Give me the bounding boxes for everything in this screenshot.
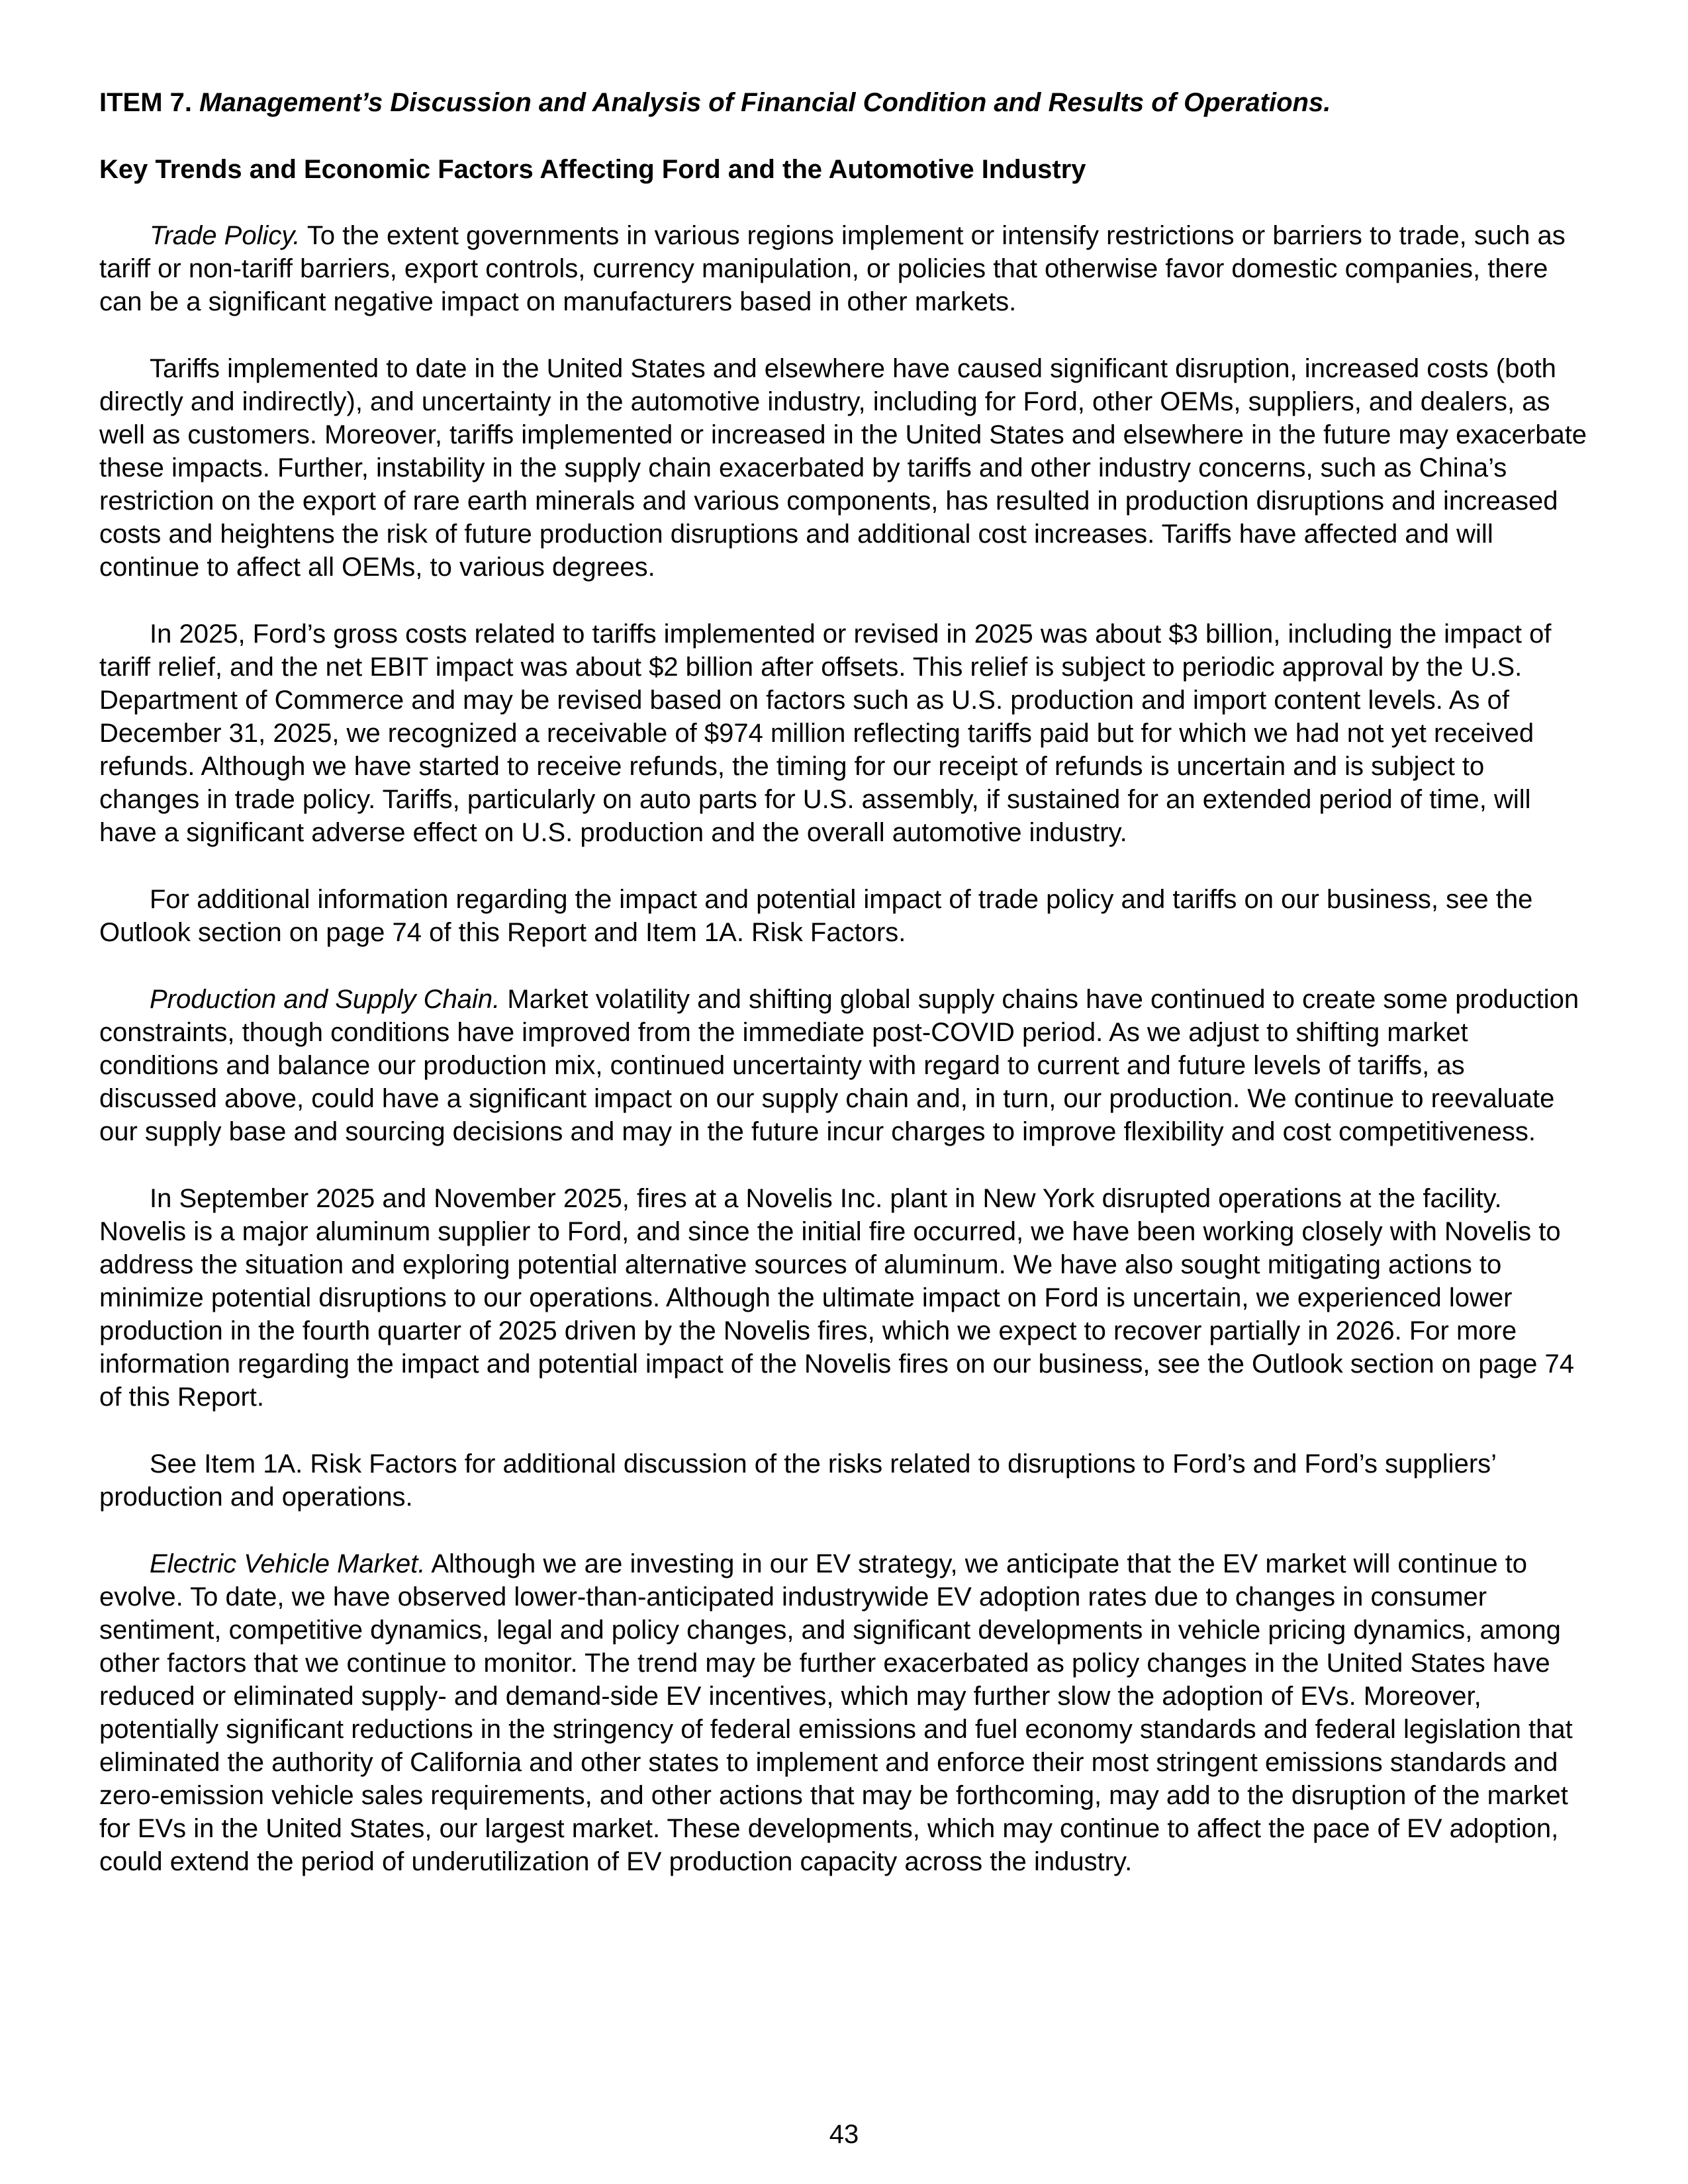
paragraph-tariff-costs-2025 [99,617,1589,849]
paragraph-tariffs-impact [99,352,1589,584]
document-page [99,86,1589,1912]
paragraph-additional-info-trade [99,883,1589,949]
item-heading [99,86,1589,119]
item-label: ITEM 7. [99,88,193,117]
paragraph-electric-vehicle-market [99,1547,1589,1878]
paragraph-text: For additional information regarding the impact and potential impact of trade policy and tariffs on our business, see the Outlook section on page 74 of this Report and Item 1A. Risk Factors. [99,885,1533,947]
paragraph-novelis-fires [99,1182,1589,1414]
paragraph-lead: Production and Supply Chain. [150,985,500,1014]
paragraph-lead: Trade Policy. [150,221,301,250]
paragraph-production-supply-chain [99,983,1589,1148]
paragraph-lead: Electric Vehicle Market. [150,1549,426,1578]
paragraph-text: In September 2025 and November 2025, fires at a Novelis Inc. plant in New York disrupted operations at the facility. Novelis is a major aluminum supplier to Ford, and since the initial fire occurred, we have been working closely with Novelis to address the situation and exploring potential alternative sources of aluminum. We have also sought mitigating actions to minimize potential disruptions to our operations. Although the ultimate impact on Ford is uncertain, we experienced lower production in the fourth quarter of 2025 driven by the Novelis fires, which we expect to recover partially in 2026. For more information regarding the impact and potential impact of the Novelis fires on our business, see the Outlook section on page 74 of this Report. [99,1184,1574,1412]
paragraph-text: Although we are investing in our EV strategy, we anticipate that the EV market will continue to evolve. To date, we have observed lower-than-anticipated industrywide EV adoption rates due to changes in consumer sentiment, competitive dynamics, legal and policy changes, and significant developments in vehicle pricing dynamics, among other factors that we continue to monitor. The trend may be further exacerbated as policy changes in the United States have reduced or eliminated supply- and demand-side EV incentives, which may further slow the adoption of EVs. Moreover, potentially significant reductions in the stringency of federal emissions and fuel economy standards and federal legislation that eliminated the authority of California and other states to implement and enforce their most stringent emissions standards and zero-emission vehicle sales requirements, and other actions that may be forthcoming, may add to the disruption of the market for EVs in the United States, our largest market. These developments, which may continue to affect the pace of EV adoption, could extend the period of underutilization of EV production capacity across the industry. [99,1549,1573,1876]
paragraph-trade-policy [99,219,1589,318]
item-title: Management’s Discussion and Analysis of Financial Condition and Results of Operations. [199,88,1331,117]
page-number: 43 [829,2120,859,2149]
paragraph-text: In 2025, Ford’s gross costs related to tariffs implemented or revised in 2025 was about $3 billion, including the impact of tariff relief, and the net EBIT impact was about $2 billion after offsets. This relief is subject to periodic approval by the U.S. Department of Commerce and may be revised based on factors such as U.S. production and import content levels. As of December 31, 2025, we recognized a receivable of $974 million reflecting tariffs paid but for which we had not yet received refunds. Although we have started to receive refunds, the timing for our receipt of refunds is uncertain and is subject to changes in trade policy. Tariffs, particularly on auto parts for U.S. assembly, if sustained for an extended period of time, will have a significant adverse effect on U.S. production and the overall automotive industry. [99,619,1552,847]
paragraph-text: To the extent governments in various regions implement or intensify restrictions or barriers to trade, such as tariff or non-tariff barriers, export controls, currency manipulation, or policies that otherwise favor domestic companies, there can be a significant negative impact on manufacturers based in other markets. [99,221,1566,316]
paragraph-risk-factors-reference [99,1447,1589,1514]
paragraph-text: See Item 1A. Risk Factors for additional discussion of the risks related to disruptions to Ford’s and Ford’s suppliers’ production and operations. [99,1449,1496,1512]
paragraph-text: Market volatility and shifting global supply chains have continued to create some production constraints, though conditions have improved from the immediate post-COVID period. As we adjust to shifting market conditions and balance our production mix, continued uncertainty with regard to current and future levels of tariffs, as discussed above, could have a significant impact on our supply chain and, in turn, our production. We continue to reevaluate our supply base and sourcing decisions and may in the future incur charges to improve flexibility and cost competitiveness. [99,985,1579,1146]
section-heading: Key Trends and Economic Factors Affecting Ford and the Automotive Industry [99,155,1086,184]
paragraph-text: Tariffs implemented to date in the United States and elsewhere have caused significant disruption, increased costs (both directly and indirectly), and uncertainty in the automotive industry, including for Ford, other OEMs, suppliers, and dealers, as well as customers. Moreover, tariffs implemented or increased in the United States and elsewhere in the future may exacerbate these impacts. Further, instability in the supply chain exacerbated by tariffs and other industry concerns, such as China’s restriction on the export of rare earth minerals and various components, has resulted in production disruptions and increased costs and heightens the risk of future production disruptions and additional cost increases. Tariffs have affected and will continue to affect all OEMs, to various degrees. [99,354,1587,582]
